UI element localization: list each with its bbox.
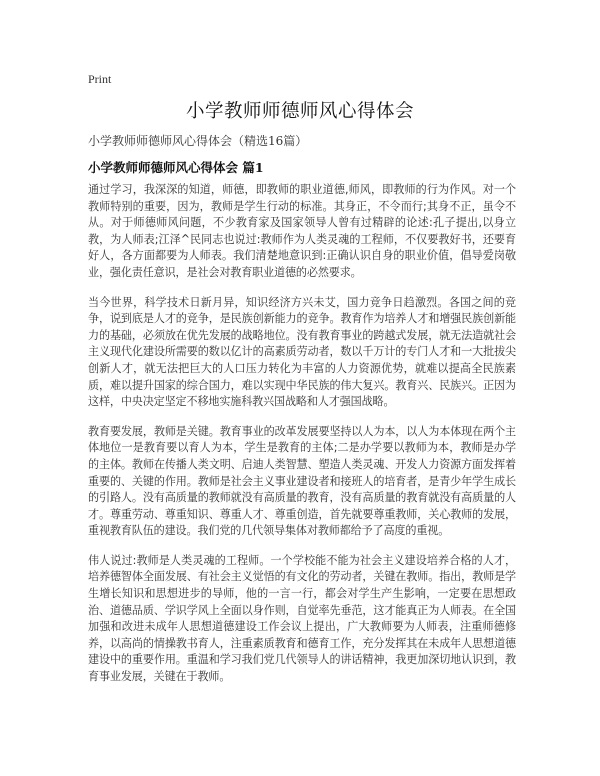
body-text bbox=[88, 182, 516, 699]
paragraph-1: 通过学习，我深深的知道，师德，即教师的职业道德,师风，即教师的行为作风。对一个教师特别的重要，因为，教师是学生行动的标准。其身正，不令而行;其身不正，虽令不从。对于师德师风问题，不少教育家及国家领导人曾有过精辟的论述:孔子提出,以身立教，为人师表;江泽^民同志也说过:教师作为人类灵魂的工程师，不仅要教好书，还要育好人，各方面都要为人师表。我们清楚地意识到:正确认识自身的职业价值，倡导爱岗敬业，强化责任意识，是社会对教育职业道德的必然要求。 bbox=[88, 183, 516, 279]
paragraph-2: 当今世界，科学技术日新月异，知识经济方兴未艾，国力竞争日趋激烈。各国之间的竞争，说到底是人才的竞争，是民族创新能力的竞争。教育作为培养人才和增强民族创新能力的基础，必须放在优先发展的战略地位。没有教育事业的跨越式发展，就无法造就社会主义现代化建设所需要的数以亿计的高素质劳动者，数以千万计的专门人才和一大批拔尖创新人才，就无法把巨大的人口压力转化为丰富的人力资源优势，就难以提高全民族素质，难以提升国家的综合国力，难以实现中华民族的伟大复兴。教育兴、民族兴。正因为这样，中央决定坚定不移地实施科教兴国战略和人才强国战略。 bbox=[88, 295, 516, 409]
paragraph-3: 教育要发展，教师是关键。教育事业的改革发展要坚持以人为本，以人为本体现在两个主体地位一是教育要以育人为本，学生是教育的主体;二是办学要以教师为本，教师是办学的主体。教师在传播人类文明、启迪人类智慧、塑造人类灵魂、开发人力资源方面发挥着重要的、关键的作用。教师是社会主义事业建设者和接班人的培育者，是青少年学生成长的引路人。没有高质量的教师就没有高质量的教育，没有高质量的教育就没有高质量的人才。尊重劳动、尊重知识、尊重人才、尊重创造，首先就要尊重教师，关心教师的发展，重视教育队伍的建设。我们党的几代领导集体对教师都给予了高度的重视。 bbox=[88, 424, 516, 538]
paragraph-4: 伟人说过:教师是人类灵魂的工程师。一个学校能不能为社会主义建设培养合格的人才，培养德智体全面发展、有社会主义觉悟的有文化的劳动者，关键在教师。指出，教师是学生增长知识和思想进步的导师，他的一言一行，都会对学生产生影响，一定要在思想政治、道德品质、学识学风上全面以身作则，自觉率先垂范，这才能真正为人师表。在全国加强和改进未成年人思想道德建设工作会议上提出，广大教师要为人师表，注重师德修养，以高尚的情操教书育人，注重素质教育和德育工作，充分发挥其在未成年人思想道德建设中的重要作用。重温和学习我们党几代领导人的讲话精神，我更加深切地认识到，教育事业发展，关键在于教师。 bbox=[88, 553, 516, 684]
print-label: Print bbox=[88, 72, 112, 86]
document-title: 小学教师师德师风心得体会 bbox=[185, 101, 414, 122]
section-heading: 小学教师师德师风心得体会 篇1 bbox=[88, 160, 264, 175]
document-subtitle: 小学教师师德师风心得体会（精选16篇） bbox=[88, 134, 308, 148]
